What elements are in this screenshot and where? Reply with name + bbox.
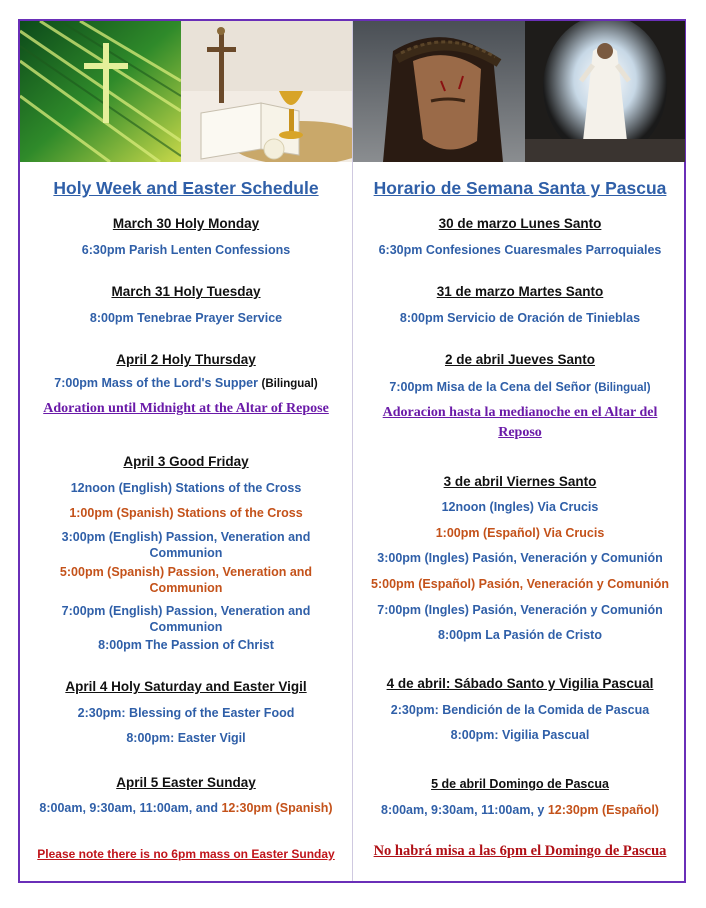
- holy-thursday-mass: 7:00pm Mass of the Lord's Supper: [54, 376, 258, 390]
- palm-cross-image: [20, 21, 181, 162]
- viernes-santo-event-4: 5:00pm (Español) Pasión, Veneración y Comunión: [371, 577, 669, 591]
- good-friday-event-6: 8:00pm The Passion of Christ: [98, 638, 274, 652]
- jesus-crown-of-thorns-image: [353, 21, 525, 162]
- good-friday-event-2: 1:00pm (Spanish) Stations of the Cross: [69, 506, 303, 520]
- viernes-santo-heading: 3 de abril Viernes Santo: [443, 474, 597, 489]
- viernes-santo-event-5: 7:00pm (Ingles) Pasión, Veneración y Comunión: [377, 603, 663, 617]
- domingo-pascua-masses: [354, 802, 686, 818]
- jueves-santo-event: [354, 379, 686, 396]
- viernes-santo-event-1: 12noon (Ingles) Via Crucis: [441, 500, 599, 514]
- jueves-santo-mass: 7:00pm Misa de la Cena del Señor: [389, 380, 591, 394]
- martes-santo-heading: 31 de marzo Martes Santo: [436, 284, 604, 299]
- lunes-santo-event: 6:30pm Confesiones Cuaresmales Parroquiales: [378, 243, 662, 257]
- good-friday-event-3: 3:00pm (English) Passion, Veneration and Communion: [61, 530, 311, 560]
- easter-sunday-heading: April 5 Easter Sunday: [116, 775, 256, 790]
- holy-thursday-heading: April 2 Holy Thursday: [116, 352, 256, 367]
- adoracion-note: Adoracion hasta la medianoche en el Altar del Reposo: [382, 405, 658, 440]
- domingo-pascua-heading: 5 de abril Domingo de Pascua: [431, 777, 609, 791]
- sabado-santo-event-2: 8:00pm: Vigilia Pascual: [450, 728, 590, 742]
- easter-sunday-spanish-mass: 12:30pm (Spanish): [221, 801, 333, 815]
- adoration-note: Adoration until Midnight at the Altar of Repose: [43, 401, 329, 416]
- holy-saturday-event-1: 2:30pm: Blessing of the Easter Food: [77, 706, 295, 720]
- martes-santo-event: 8:00pm Servicio de Oración de Tinieblas: [399, 311, 641, 325]
- holy-monday-event: 6:30pm Parish Lenten Confessions: [81, 243, 291, 257]
- easter-sunday-english-masses: 8:00am, 9:30am, 11:00am, and: [39, 801, 222, 815]
- risen-christ-tomb-image: [525, 21, 685, 162]
- bilingual-note-es: (Bilingual): [594, 382, 651, 394]
- spanish-schedule-title: Horario de Semana Santa y Pascua: [373, 178, 667, 198]
- viernes-santo-event-3: 3:00pm (Ingles) Pasión, Veneración y Comunión: [377, 551, 663, 565]
- domingo-english-masses: 8:00am, 9:30am, 11:00am, y: [381, 803, 548, 817]
- holy-saturday-heading: April 4 Holy Saturday and Easter Vigil: [65, 679, 307, 694]
- english-schedule-title: Holy Week and Easter Schedule: [53, 178, 319, 198]
- holy-tuesday-heading: March 31 Holy Tuesday: [111, 284, 261, 299]
- easter-sunday-masses: [20, 800, 352, 816]
- sabado-santo-event-1: 2:30pm: Bendición de la Comida de Pascua: [390, 703, 650, 717]
- domingo-spanish-mass: 12:30pm (Español): [547, 803, 659, 817]
- sabado-santo-heading: 4 de abril: Sábado Santo y Vigilia Pascual: [386, 676, 654, 691]
- bilingual-note: (Bilingual): [261, 378, 318, 390]
- holy-tuesday-event: 8:00pm Tenebrae Prayer Service: [89, 311, 283, 325]
- no-habra-misa-note: No habrá misa a las 6pm el Domingo de Pascua: [373, 843, 667, 859]
- good-friday-event-4: 5:00pm (Spanish) Passion, Veneration and Communion: [59, 565, 313, 595]
- jueves-santo-heading: 2 de abril Jueves Santo: [444, 352, 596, 367]
- good-friday-heading: April 3 Good Friday: [123, 454, 249, 469]
- viernes-santo-event-2: 1:00pm (Español) Via Crucis: [435, 526, 605, 540]
- crucifix-bible-chalice-image: [181, 21, 352, 162]
- viernes-santo-event-6: 8:00pm La Pasión de Cristo: [438, 628, 602, 642]
- holy-monday-heading: March 30 Holy Monday: [112, 216, 260, 231]
- good-friday-event-1: 12noon (English) Stations of the Cross: [70, 481, 302, 495]
- holy-thursday-event: [20, 375, 352, 392]
- no-6pm-mass-note: Please note there is no 6pm mass on Easter Sunday: [37, 847, 335, 861]
- holy-saturday-event-2: 8:00pm: Easter Vigil: [126, 731, 246, 745]
- good-friday-event-5: 7:00pm (English) Passion, Veneration and Communion: [61, 604, 311, 634]
- lunes-santo-heading: 30 de marzo Lunes Santo: [438, 216, 602, 231]
